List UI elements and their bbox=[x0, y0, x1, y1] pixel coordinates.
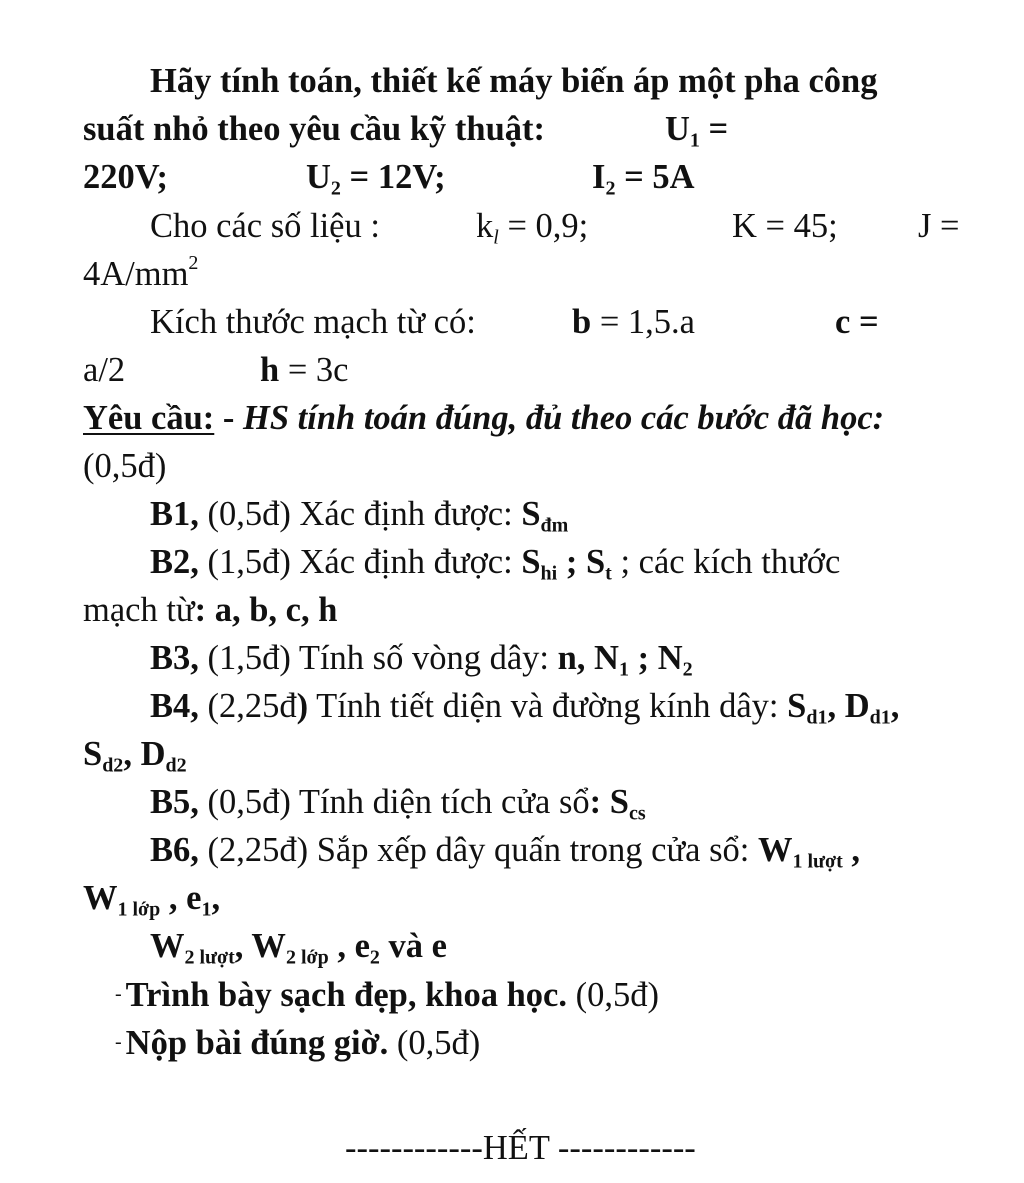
task-text: Hãy tính toán, thiết kế máy biến áp một pha công bbox=[150, 62, 878, 100]
h-symbol: h bbox=[260, 351, 280, 389]
b6-symbol-w1: W bbox=[757, 831, 793, 869]
b2-dims: : a, b, c, h bbox=[194, 591, 338, 629]
presentation-text: Trình bày sạch đẹp, khoa học. bbox=[125, 976, 567, 1014]
b5-sub: cs bbox=[628, 802, 646, 825]
kl-value: = 0,9; bbox=[498, 207, 589, 245]
b-symbol: b bbox=[572, 303, 592, 341]
step-b2-cont bbox=[83, 586, 337, 634]
b2-symbol-st: S bbox=[585, 543, 606, 581]
b1-text: (0,5đ) Xác định được: bbox=[198, 495, 522, 533]
given-label-text: Cho các số liệu : bbox=[150, 207, 380, 245]
b6-symbol-e2: , e bbox=[328, 927, 370, 965]
step-b3 bbox=[150, 634, 693, 682]
extra-presentation bbox=[115, 970, 659, 1019]
b5-label: B5, bbox=[150, 783, 199, 821]
u1-spec bbox=[665, 105, 728, 153]
kl-sub: l bbox=[493, 226, 499, 249]
given-label bbox=[150, 202, 380, 250]
b4-sub-sd2: d2 bbox=[102, 754, 124, 777]
b6-sub-e1: 1 bbox=[201, 898, 212, 921]
step-b6-cont1 bbox=[83, 874, 220, 922]
requirements-label: Yêu cầu: bbox=[83, 399, 215, 437]
b2-rest: ; các kích thước bbox=[611, 543, 841, 581]
h-spec bbox=[260, 346, 348, 394]
b1-label: B1, bbox=[150, 495, 199, 533]
b3-text: (1,5đ) Tính số vòng dây: bbox=[198, 639, 558, 677]
b6-sub-w2-turn: 2 lượt bbox=[184, 946, 235, 969]
core-label bbox=[150, 298, 476, 346]
b4-label: B4, bbox=[150, 687, 199, 725]
i2-symbol: I bbox=[592, 158, 606, 196]
b2-label: B2, bbox=[150, 543, 199, 581]
core-label-text: Kích thước mạch từ có: bbox=[150, 303, 476, 341]
b6-tail: , bbox=[842, 831, 861, 869]
step-b6-cont2 bbox=[150, 922, 447, 970]
b3-sep: ; N bbox=[628, 639, 683, 677]
b5-text: (0,5đ) Tính diện tích cửa sổ bbox=[198, 783, 590, 821]
j-symbol: J = bbox=[918, 207, 960, 245]
b6-label: B6, bbox=[150, 831, 199, 869]
b6-symbol-w2: W bbox=[150, 927, 185, 965]
b4-sub-dd2: d2 bbox=[165, 754, 187, 777]
b6-symbol-w2-layer: , W bbox=[234, 927, 286, 965]
b5-symbol: : S bbox=[589, 783, 629, 821]
b1-sub: đm bbox=[540, 514, 569, 537]
u1-eq: = bbox=[699, 110, 729, 148]
b4-symbol-d: , D bbox=[827, 687, 870, 725]
c-symbol: c bbox=[835, 303, 851, 341]
b2-sub-hi: hi bbox=[540, 562, 558, 585]
deadline-points: (0,5đ) bbox=[388, 1024, 481, 1062]
b6-symbol-e1: , e bbox=[160, 879, 202, 917]
kl-symbol: k bbox=[476, 207, 494, 245]
i2-sub: 2 bbox=[605, 177, 616, 200]
requirements-dash: - bbox=[214, 399, 244, 437]
j-spec bbox=[918, 202, 960, 250]
b3-label: B3, bbox=[150, 639, 199, 677]
k-spec bbox=[732, 202, 838, 250]
u2-symbol: U bbox=[306, 158, 331, 196]
c-eq: = bbox=[850, 303, 879, 341]
b4-symbol-s: S bbox=[787, 687, 807, 725]
b6-sub-w1-turn: 1 lượt bbox=[792, 850, 843, 873]
requirements-points bbox=[83, 442, 166, 490]
b4-text: Tính tiết diện và đường kính dây: bbox=[308, 687, 788, 725]
b6-text: (2,25đ) Sắp xếp dây quấn trong cửa sổ: bbox=[198, 831, 758, 869]
u2-spec bbox=[306, 153, 446, 201]
kl-spec bbox=[476, 202, 588, 250]
u2-value: = 12V; bbox=[340, 158, 446, 196]
b2-sub-t: t bbox=[605, 562, 612, 585]
j-value bbox=[83, 250, 198, 298]
step-b5 bbox=[150, 778, 646, 826]
b4-comma: , bbox=[890, 687, 900, 725]
j-sup: 2 bbox=[188, 252, 199, 274]
b6-end: và e bbox=[379, 927, 447, 965]
b6-sub-w1-layer: 1 lớp bbox=[117, 898, 161, 921]
b-value: = 1,5.a bbox=[591, 303, 695, 341]
b2-text: (1,5đ) Xác định được: bbox=[198, 543, 522, 581]
b3-sub-1: 1 bbox=[618, 658, 629, 681]
step-b4-cont bbox=[83, 730, 187, 778]
i2-spec bbox=[592, 153, 695, 201]
b-spec bbox=[572, 298, 695, 346]
b6-symbol-w1-layer: W bbox=[83, 879, 118, 917]
b1-symbol: S bbox=[521, 495, 541, 533]
c-spec bbox=[835, 298, 879, 346]
j-value-text: 4A/mm bbox=[83, 255, 189, 293]
extra-deadline bbox=[115, 1018, 480, 1067]
b4-points: (2,25đ bbox=[198, 687, 297, 725]
task-line-1 bbox=[150, 57, 877, 105]
b3-symbols: n, N bbox=[557, 639, 619, 677]
c-value bbox=[83, 346, 125, 394]
b6-sub-w2-layer: 2 lớp bbox=[285, 946, 329, 969]
h-value: = 3c bbox=[279, 351, 349, 389]
end-marker bbox=[345, 1124, 696, 1172]
requirements-text: HS tính toán đúng, đủ theo các bước đã học: bbox=[243, 399, 885, 437]
requirements-points-text: (0,5đ) bbox=[83, 447, 167, 485]
requirements-line bbox=[83, 394, 884, 442]
b3-sub-2: 2 bbox=[682, 658, 693, 681]
presentation-points: (0,5đ) bbox=[566, 976, 659, 1014]
u2-sub: 2 bbox=[330, 177, 341, 200]
b4-sub-dd1: d1 bbox=[869, 706, 891, 729]
task-text-cont: suất nhỏ theo yêu cầu kỹ thuật: bbox=[83, 110, 545, 148]
bullet-deadline: - bbox=[115, 1031, 122, 1053]
step-b1 bbox=[150, 490, 568, 538]
u1-sub: 1 bbox=[689, 129, 700, 152]
b2-line2: mạch từ bbox=[83, 591, 195, 629]
b6-sub-e2: 2 bbox=[369, 946, 380, 969]
bullet-presentation: - bbox=[115, 983, 122, 1005]
b4-paren: ) bbox=[296, 687, 309, 725]
b2-symbol-shi: S bbox=[521, 543, 541, 581]
k-value: K = 45; bbox=[732, 207, 838, 245]
task-line-2 bbox=[83, 105, 545, 153]
step-b4 bbox=[150, 682, 899, 730]
deadline-text: Nộp bài đúng giờ. bbox=[125, 1024, 389, 1062]
u1-value-text: 220V; bbox=[83, 158, 168, 196]
step-b6 bbox=[150, 826, 860, 874]
step-b2 bbox=[150, 538, 840, 586]
i2-value: = 5A bbox=[615, 158, 695, 196]
end-text: ------------HẾT ------------ bbox=[345, 1129, 696, 1167]
b6-e-tail: , bbox=[211, 879, 221, 917]
u1-symbol: U bbox=[665, 110, 690, 148]
b4-sub-sd1: d1 bbox=[806, 706, 828, 729]
c-value-text: a/2 bbox=[83, 351, 126, 389]
u1-value bbox=[83, 153, 168, 201]
b2-sep: ; bbox=[557, 543, 586, 581]
b4-symbol-d2: , D bbox=[123, 735, 166, 773]
b4-symbol-s2: S bbox=[83, 735, 103, 773]
